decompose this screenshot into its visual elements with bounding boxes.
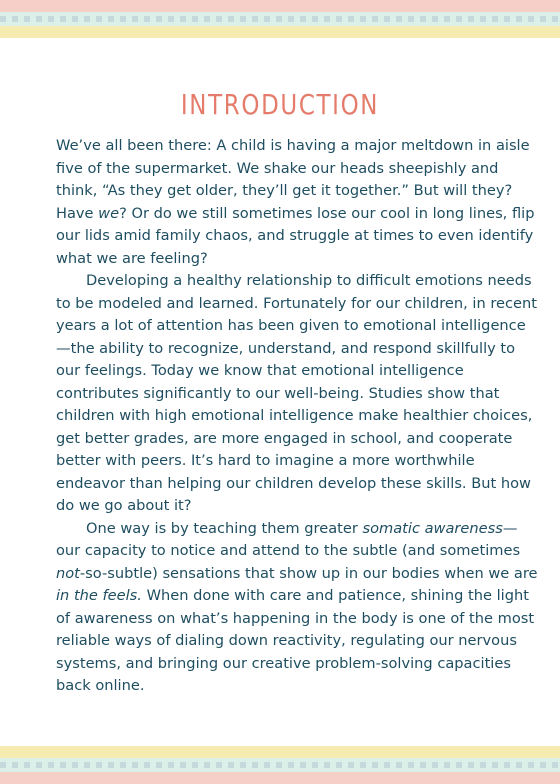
paragraph-2: Developing a healthy relationship to difficult emotions needs to be modeled and learned. Fortunately for our children, in recent years a lot of attention has been given to emotional intelligence—the ability to recognize, understand, and respond skillfully to our feelings. Today we know that emotional intelligence contributes significantly to our well-being. Studies show that children with high emotional intelligence make healthier choices, get better grades, are more engaged in school, and cooperate better with peers. It’s hard to imagine a more worthwhile endeavor than helping our children develop these skills. But how do we go about it? — [56, 272, 538, 514]
paragraph-3-mid-2: -so-subtle) sensations that show up in our bodies when we are — [79, 564, 538, 582]
bottom-pink-stripe — [0, 772, 560, 784]
bottom-dash-pattern — [0, 762, 560, 768]
paragraph-3-lead: One way is by teaching them greater — [86, 519, 363, 537]
paragraph-3-mid: —our capacity to notice and attend to the subtle (and sometimes — [56, 519, 521, 559]
paragraph-1-tail: ? Or do we still sometimes lose our cool in long lines, flip our lids amid family chaos, and struggle at times to even identify what we are feeling? — [56, 204, 535, 267]
top-pink-stripe — [0, 0, 560, 12]
paragraph-3-emphasis-2: not — [56, 564, 80, 582]
bottom-yellow-stripe — [0, 746, 560, 758]
body-text — [56, 135, 538, 698]
page-title: INTRODUCTION — [180, 88, 380, 121]
paragraph-1-emphasis: we — [98, 204, 120, 222]
paragraph-3-tail: When done with care and patience, shining the light of awareness on what’s happening in the body is one of the most reliable ways of dialing down reactivity, regulating our nervous systems, and bringing our creative problem-solving capacities back online. — [56, 587, 535, 694]
top-yellow-stripe — [0, 26, 560, 38]
paragraph-3 — [56, 518, 538, 698]
paragraph-1-lead: We’ve all been there: A child is having a major meltdown in aisle five of the supermarket. We shake our heads sheepishly and think, “As they get older, they’ll get it together.” But will they? Have — [56, 137, 530, 222]
paragraph-3-emphasis-1: somatic awareness — [362, 519, 503, 537]
paragraph-1 — [56, 135, 538, 270]
top-dash-pattern — [0, 16, 560, 22]
paragraph-3-emphasis-3: in the feels. — [56, 587, 142, 604]
